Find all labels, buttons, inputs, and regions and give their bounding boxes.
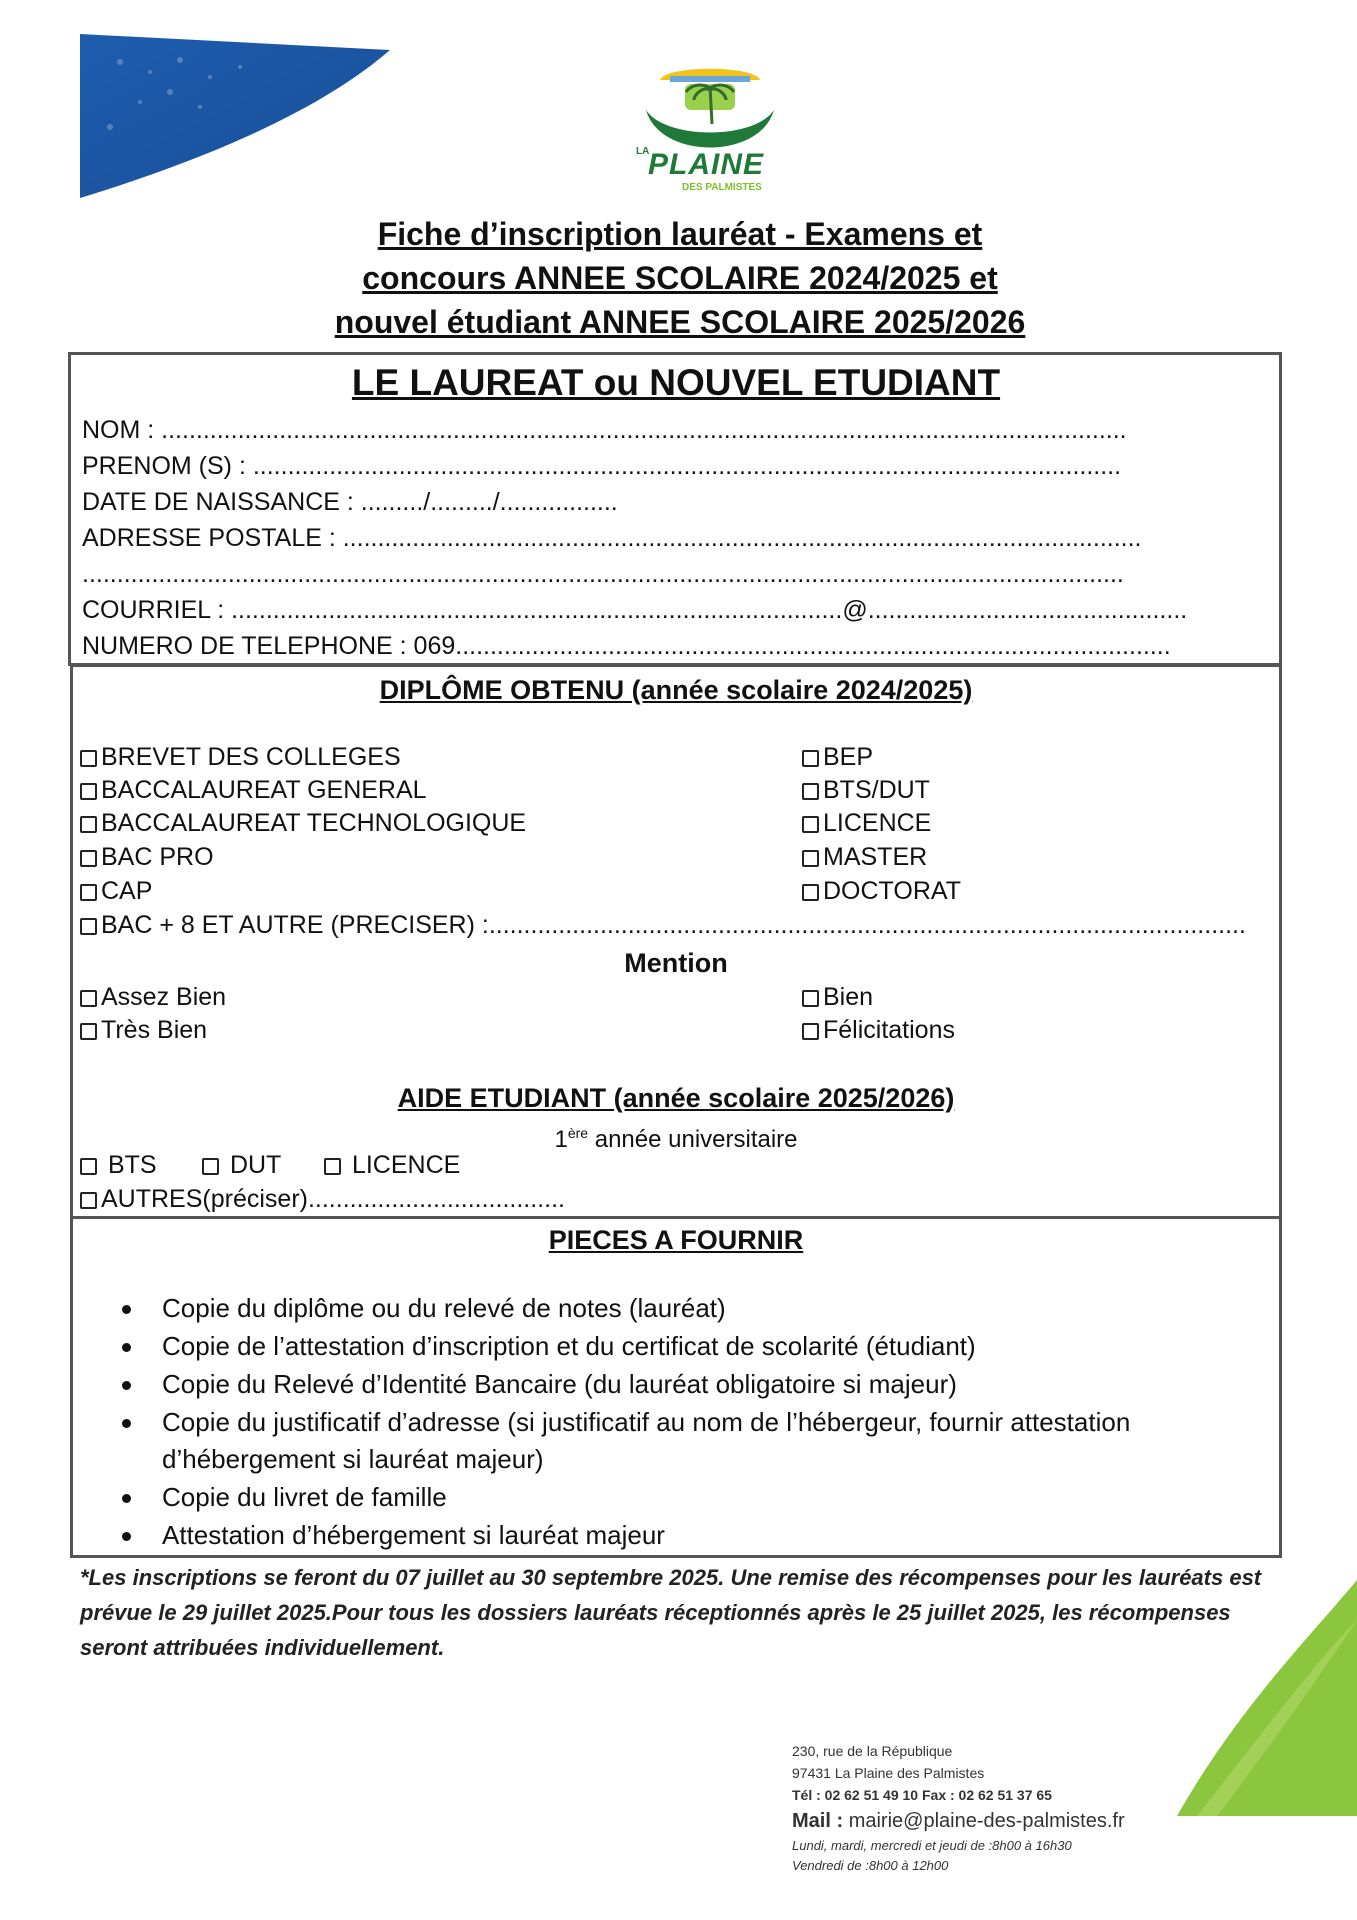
checkbox-box[interactable] <box>80 1023 97 1040</box>
checkbox-assez-bien[interactable]: Assez Bien <box>80 981 226 1014</box>
mention-heading: Mention <box>624 948 728 978</box>
checkbox-bep[interactable]: BEP <box>802 741 873 774</box>
footer-address-2: 97431 La Plaine des Palmistes <box>792 1765 985 1781</box>
checkbox-cap[interactable]: CAP <box>80 875 152 908</box>
list-item: Attestation d’hébergement si lauréat majeur <box>120 1517 1240 1554</box>
pieces-list <box>120 1290 1240 1555</box>
checkbox-box[interactable] <box>802 783 819 800</box>
list-item: Copie du Relevé d’Identité Bancaire (du lauréat obligatoire si majeur) <box>120 1366 1240 1403</box>
checkbox-box[interactable] <box>802 990 819 1007</box>
list-item: Copie du justificatif d’adresse (si justificatif au nom de l’hébergeur, fournir attestation d’hébergement si lauréat majeur) <box>120 1404 1240 1478</box>
nom-field[interactable]: NOM : ........................................................................................................................................... <box>82 416 1127 444</box>
adresse-field-line2[interactable]: ...................................................................................................................................................... <box>82 560 1124 588</box>
checkbox-box[interactable] <box>80 816 97 833</box>
checkbox-box[interactable] <box>202 1158 219 1175</box>
checkbox-box[interactable] <box>80 1158 97 1175</box>
list-item: Copie du diplôme ou du relevé de notes (lauréat) <box>120 1290 1240 1327</box>
contact-footer <box>792 1740 1152 1876</box>
checkbox-box[interactable] <box>80 918 97 935</box>
checkbox-tres-bien[interactable]: Très Bien <box>80 1014 207 1047</box>
diplome-heading: DIPLÔME OBTENU (année scolaire 2024/2025) <box>379 675 973 705</box>
footer-phone: Tél : 02 62 51 49 10 Fax : 02 62 51 37 65 <box>792 1787 1052 1803</box>
checkbox-aide-bts[interactable]: BTS <box>80 1149 157 1182</box>
checkbox-bac8-autre[interactable]: BAC + 8 ET AUTRE (PRECISER) :............................................................................................................. <box>80 909 1270 942</box>
checkbox-box[interactable] <box>80 1192 97 1209</box>
checkbox-box[interactable] <box>80 750 97 767</box>
footer-address-1: 230, rue de la République <box>792 1743 953 1759</box>
prenom-field[interactable]: PRENOM (S) : ............................................................................................................................. <box>82 452 1122 480</box>
checkbox-box[interactable] <box>802 750 819 767</box>
title-line-3: nouvel étudiant ANNEE SCOLAIRE 2025/2026 <box>334 304 1026 340</box>
document-title <box>200 212 1160 344</box>
checkbox-box[interactable] <box>802 816 819 833</box>
list-item: Copie du livret de famille <box>120 1479 1240 1516</box>
checkbox-bac-general[interactable]: BACCALAUREAT GENERAL <box>80 774 427 807</box>
checkbox-felicitations[interactable]: Félicitations <box>802 1014 955 1047</box>
checkbox-aide-dut[interactable]: DUT <box>202 1149 281 1182</box>
checkbox-box[interactable] <box>802 850 819 867</box>
checkbox-box[interactable] <box>80 884 97 901</box>
checkbox-bien[interactable]: Bien <box>802 981 873 1014</box>
footer-mail-link[interactable]: mairie@plaine-des-palmistes.fr <box>848 1810 1125 1832</box>
logo-main-text: PLAINE <box>648 148 765 181</box>
footer-hours-2: Vendredi de :8h00 à 12h00 <box>792 1858 949 1873</box>
checkbox-box[interactable] <box>80 990 97 1007</box>
telephone-field[interactable]: NUMERO DE TELEPHONE : 069....................................................................................................... <box>82 632 1171 660</box>
checkbox-licence[interactable]: LICENCE <box>802 807 931 840</box>
footer-mail-row <box>792 1806 1152 1836</box>
checkbox-bac-pro[interactable]: BAC PRO <box>80 841 214 874</box>
checkbox-box[interactable] <box>80 850 97 867</box>
checkbox-aide-licence[interactable]: LICENCE <box>324 1149 460 1182</box>
checkbox-aide-autres[interactable]: AUTRES(préciser)..................................... <box>80 1183 565 1216</box>
checkbox-doctorat[interactable]: DOCTORAT <box>802 875 961 908</box>
checkbox-box[interactable] <box>324 1158 341 1175</box>
logo-sub-text: DES PALMISTES <box>682 182 762 193</box>
courriel-field[interactable]: COURRIEL : ........................................................................................@.............................................. <box>82 596 1188 624</box>
date-naissance-field[interactable]: DATE DE NAISSANCE : ........./........./................. <box>82 488 618 516</box>
footer-mail-label: Mail : <box>792 1810 844 1832</box>
adresse-field[interactable]: ADRESSE POSTALE : ................................................................................................................... <box>82 524 1142 552</box>
checkbox-box[interactable] <box>802 884 819 901</box>
laureat-heading: LE LAUREAT ou NOUVEL ETUDIANT <box>351 362 1001 403</box>
footer-hours-1: Lundi, mardi, mercredi et jeudi de :8h00 à 16h30 <box>792 1838 1072 1853</box>
aide-heading: AIDE ETUDIANT (année scolaire 2025/2026) <box>397 1083 955 1113</box>
checkbox-box[interactable] <box>80 783 97 800</box>
municipality-logo <box>630 60 790 200</box>
checkbox-brevet[interactable]: BREVET DES COLLEGES <box>80 741 401 774</box>
blue-corner-decoration <box>80 32 390 198</box>
checkbox-bts-dut[interactable]: BTS/DUT <box>802 774 930 807</box>
aide-subheading: 1ère année universitaire <box>554 1125 798 1153</box>
pieces-heading: PIECES A FOURNIR <box>548 1225 804 1255</box>
logo-small-text: LA <box>636 146 650 157</box>
title-line-1: Fiche d’inscription lauréat - Examens et <box>377 216 983 252</box>
list-item: Copie de l’attestation d’inscription et du certificat de scolarité (étudiant) <box>120 1328 1240 1365</box>
checkbox-master[interactable]: MASTER <box>802 841 927 874</box>
checkbox-box[interactable] <box>802 1023 819 1040</box>
inscription-note: *Les inscriptions se feront du 07 juillet au 30 septembre 2025. Une remise des récompenses pour les lauréats est prévue le 29 juillet 2025.Pour tous les dossiers lauréats réceptionnés après le 25 juillet 2025, les récompenses seront attribuées individuellement. <box>80 1565 1262 1660</box>
checkbox-bac-techno[interactable]: BACCALAUREAT TECHNOLOGIQUE <box>80 807 526 840</box>
title-line-2: concours ANNEE SCOLAIRE 2024/2025 et <box>362 260 998 296</box>
